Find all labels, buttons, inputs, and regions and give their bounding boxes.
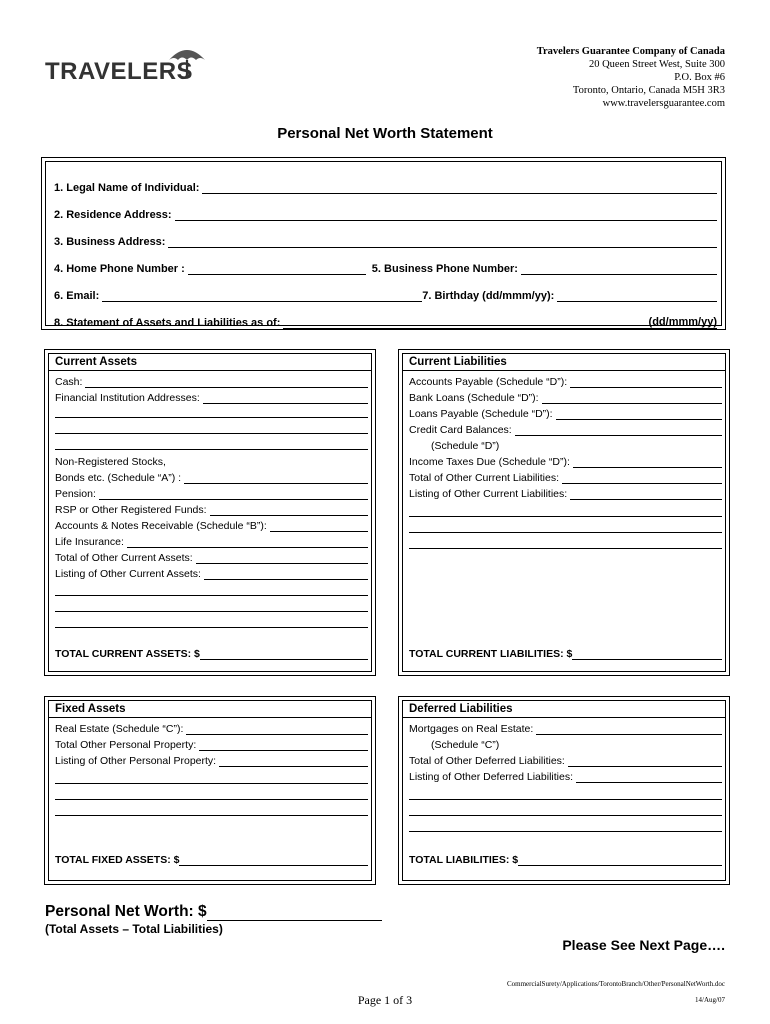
listing-blank-line[interactable] <box>55 611 368 612</box>
total-current-assets-field[interactable] <box>200 649 368 660</box>
listing-blank-line[interactable] <box>409 532 722 533</box>
birthday-field[interactable] <box>557 289 717 302</box>
other-assets-listing-label: Listing of Other Current Assets: <box>55 568 201 580</box>
other-liabilities-listing-field[interactable] <box>570 489 722 500</box>
bank-loans-label: Bank Loans (Schedule “D”): <box>409 392 539 404</box>
accounts-payable-row <box>409 374 722 388</box>
company-name: Travelers Guarantee Company of Canada <box>536 46 725 57</box>
credit-card-row <box>409 422 722 436</box>
legal-name-field[interactable] <box>202 181 717 194</box>
personal-property-listing-row <box>55 753 368 767</box>
other-assets-total-row <box>55 550 368 564</box>
accounts-payable-field[interactable] <box>570 377 722 388</box>
mortgages-schedule-label: (Schedule “C”) <box>431 739 500 751</box>
loans-payable-row <box>409 406 722 420</box>
life-insurance-field[interactable] <box>127 537 368 548</box>
next-page-note: Please See Next Page…. <box>562 937 725 953</box>
statement-date-row <box>54 313 717 329</box>
total-fixed-assets-field[interactable] <box>179 855 368 866</box>
institution-row <box>55 390 368 404</box>
credit-card-label: Credit Card Balances: <box>409 424 512 436</box>
listing-blank-line[interactable] <box>409 516 722 517</box>
income-taxes-label: Income Taxes Due (Schedule “D”): <box>409 456 570 468</box>
home-phone-field[interactable] <box>188 262 366 275</box>
total-liabilities-row <box>409 852 722 866</box>
stocks-row <box>55 454 368 468</box>
net-worth-label: Personal Net Worth: $ <box>45 903 207 920</box>
personal-property-total-label: Total Other Personal Property: <box>55 739 197 751</box>
company-info <box>537 45 725 110</box>
stocks-label: Non-Registered Stocks, <box>55 456 166 468</box>
receivables-row <box>55 518 368 532</box>
travelers-logo <box>45 44 215 85</box>
total-liabilities-field[interactable] <box>518 855 722 866</box>
rsp-label: RSP or Other Registered Funds: <box>55 504 207 516</box>
personal-property-listing-label: Listing of Other Personal Property: <box>55 755 217 767</box>
logo-text: TRAVELERS <box>45 58 194 85</box>
current-assets-title: Current Assets <box>49 354 371 371</box>
phone-row <box>54 259 717 275</box>
business-address-row <box>54 232 717 248</box>
pension-label: Pension: <box>55 488 96 500</box>
home-phone-label: 4. Home Phone Number : <box>54 263 185 275</box>
receivables-field[interactable] <box>270 521 368 532</box>
mortgages-schedule-row <box>409 737 722 751</box>
statement-date-label: 8. Statement of Assets and Liabilities as of: <box>54 317 281 329</box>
credit-card-field[interactable] <box>515 425 722 436</box>
footer-file-path: CommercialSurety/Applications/TorontoBranch/Other/PersonalNetWorth.doc <box>506 980 725 988</box>
address-line: P.O. Box #6 <box>674 72 725 83</box>
life-insurance-label: Life Insurance: <box>55 536 124 548</box>
pension-field[interactable] <box>99 489 368 500</box>
real-estate-label: Real Estate (Schedule “C”): <box>55 723 184 735</box>
website: www.travelersguarantee.com <box>602 98 725 109</box>
bonds-field[interactable] <box>184 473 368 484</box>
other-deferred-total-label: Total of Other Deferred Liabilities: <box>409 755 565 767</box>
total-current-assets-label: TOTAL CURRENT ASSETS: $ <box>55 648 200 660</box>
fixed-assets-title: Fixed Assets <box>49 701 371 718</box>
cash-field[interactable] <box>85 377 368 388</box>
deferred-liabilities-title: Deferred Liabilities <box>403 701 725 718</box>
listing-blank-line[interactable] <box>55 815 368 816</box>
real-estate-row <box>55 721 368 735</box>
date-format-hint: (dd/mmm/yy) <box>648 316 717 328</box>
loans-payable-field[interactable] <box>556 409 722 420</box>
personal-property-total-row <box>55 737 368 751</box>
address-line: 20 Queen Street West, Suite 300 <box>588 59 725 70</box>
other-deferred-total-field[interactable] <box>568 756 722 767</box>
footer-date: 14/Aug/07 <box>695 996 725 1004</box>
other-liabilities-total-field[interactable] <box>562 473 722 484</box>
credit-card-schedule-row <box>409 438 722 452</box>
current-liabilities-panel <box>398 349 730 676</box>
other-assets-total-label: Total of Other Current Assets: <box>55 552 193 564</box>
institution-blank-line[interactable] <box>55 433 368 434</box>
birthday-label: 7. Birthday (dd/mmm/yy): <box>422 290 555 302</box>
personal-property-total-field[interactable] <box>199 740 368 751</box>
institution-blank-line[interactable] <box>55 417 368 418</box>
other-assets-listing-field[interactable] <box>204 569 368 580</box>
other-deferred-listing-label: Listing of Other Deferred Liabilities: <box>409 771 573 783</box>
listing-blank-line[interactable] <box>409 831 722 832</box>
umbrella-icon <box>165 44 209 80</box>
total-current-liabilities-field[interactable] <box>572 649 722 660</box>
other-assets-listing-row <box>55 566 368 580</box>
mortgages-label: Mortgages on Real Estate: <box>409 723 534 735</box>
bonds-row <box>55 470 368 484</box>
pension-row <box>55 486 368 500</box>
income-taxes-row <box>409 454 722 468</box>
real-estate-field[interactable] <box>186 724 368 735</box>
total-fixed-assets-label: TOTAL FIXED ASSETS: $ <box>55 854 180 866</box>
legal-name-label: 1. Legal Name of Individual: <box>54 182 200 194</box>
rsp-row <box>55 502 368 516</box>
other-liabilities-total-label: Total of Other Current Liabilities: <box>409 472 559 484</box>
mortgages-row <box>409 721 722 735</box>
business-address-field[interactable] <box>168 235 717 248</box>
document-title: Personal Net Worth Statement <box>277 125 493 142</box>
net-worth-row <box>45 903 382 921</box>
legal-name-row <box>54 178 717 194</box>
business-phone-field[interactable] <box>521 262 717 275</box>
bank-loans-field[interactable] <box>542 393 722 404</box>
residence-address-field[interactable] <box>175 208 717 221</box>
total-current-liabilities-label: TOTAL CURRENT LIABILITIES: $ <box>409 648 573 660</box>
other-liabilities-total-row <box>409 470 722 484</box>
receivables-label: Accounts & Notes Receivable (Schedule “B”): <box>55 520 267 532</box>
bank-loans-row <box>409 390 722 404</box>
other-liabilities-listing-row <box>409 486 722 500</box>
other-deferred-listing-row <box>409 769 722 783</box>
page-number: Page 1 of 3 <box>357 993 413 1007</box>
other-deferred-listing-field[interactable] <box>576 772 722 783</box>
bonds-label: Bonds etc. (Schedule “A”) : <box>55 472 182 484</box>
institution-blank-line[interactable] <box>55 449 368 450</box>
residence-address-row <box>54 205 717 221</box>
current-assets-panel <box>44 349 376 676</box>
net-worth-field[interactable] <box>207 905 382 921</box>
applicant-info-box <box>41 157 726 330</box>
listing-blank-line[interactable] <box>55 799 368 800</box>
accounts-payable-label: Accounts Payable (Schedule “D”): <box>409 376 568 388</box>
net-worth-formula: (Total Assets – Total Liabilities) <box>45 922 223 936</box>
business-phone-label: 5. Business Phone Number: <box>371 263 518 275</box>
other-deferred-total-row <box>409 753 722 767</box>
listing-blank-line[interactable] <box>55 595 368 596</box>
institution-field[interactable] <box>203 393 368 404</box>
personal-property-listing-field[interactable] <box>219 756 368 767</box>
email-field[interactable] <box>102 289 422 302</box>
email-row <box>54 286 717 302</box>
total-current-assets-row <box>55 646 368 660</box>
loans-payable-label: Loans Payable (Schedule “D”): <box>409 408 553 420</box>
deferred-liabilities-panel <box>398 696 730 885</box>
other-assets-total-field[interactable] <box>196 553 368 564</box>
fixed-assets-panel <box>44 696 376 885</box>
other-liabilities-listing-label: Listing of Other Current Liabilities: <box>409 488 568 500</box>
residence-address-label: 2. Residence Address: <box>54 209 172 221</box>
listing-blank-line[interactable] <box>409 815 722 816</box>
mortgages-field[interactable] <box>536 724 722 735</box>
business-address-label: 3. Business Address: <box>54 236 166 248</box>
listing-blank-line[interactable] <box>409 548 722 549</box>
listing-blank-line[interactable] <box>409 799 722 800</box>
listing-blank-line[interactable] <box>55 627 368 628</box>
address-line: Toronto, Ontario, Canada M5H 3R3 <box>572 85 725 96</box>
institution-label: Financial Institution Addresses: <box>55 392 200 404</box>
income-taxes-field[interactable] <box>573 457 722 468</box>
listing-blank-line[interactable] <box>55 783 368 784</box>
current-liabilities-title: Current Liabilities <box>403 354 725 371</box>
life-insurance-row <box>55 534 368 548</box>
total-liabilities-label: TOTAL LIABILITIES: $ <box>409 854 519 866</box>
rsp-field[interactable] <box>210 505 368 516</box>
total-current-liabilities-row <box>409 646 722 660</box>
cash-label: Cash: <box>55 376 83 388</box>
total-fixed-assets-row <box>55 852 368 866</box>
cash-row <box>55 374 368 388</box>
credit-card-schedule-label: (Schedule “D”) <box>431 440 500 452</box>
statement-date-field[interactable] <box>283 316 648 329</box>
email-label: 6. Email: <box>54 290 100 302</box>
